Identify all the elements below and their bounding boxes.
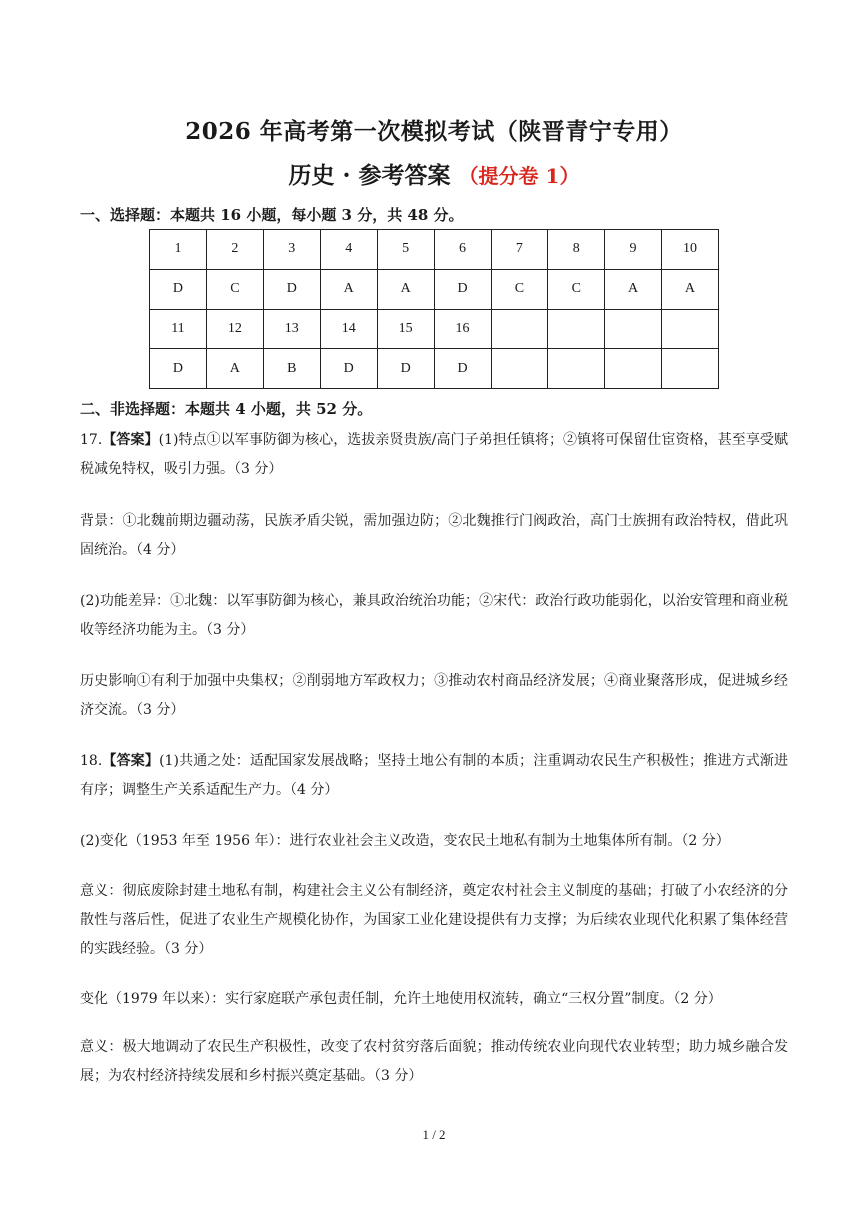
table-row (150, 309, 719, 349)
section-heading-choice: 一、选择题：本题共 16 小题，每小题 3 分，共 48 分。 (80, 206, 464, 224)
table-cell: 12 (206, 309, 263, 349)
answer-paragraph (80, 667, 788, 725)
table-cell: D (434, 349, 491, 389)
question-number: 18. (80, 753, 103, 769)
table-cell: 2 (206, 230, 263, 270)
table-cell (548, 349, 605, 389)
table-cell: C (548, 269, 605, 309)
table-cell: 16 (434, 309, 491, 349)
answer-table (149, 229, 719, 389)
answer-text: (2)功能差异：①北魏：以军事防御为核心，兼具政治统治功能；②宋代：政治行政功能弱化，以治安管理和商业税收等经济功能为主。（3 分） (80, 593, 788, 638)
subtitle-text: 历史 · 参考答案 (288, 162, 451, 189)
table-row (150, 349, 719, 389)
answer-paragraph (80, 507, 788, 565)
table-cell: D (150, 349, 207, 389)
page-subtitle (0, 157, 868, 190)
table-cell: D (150, 269, 207, 309)
table-cell: 9 (605, 230, 662, 270)
table-cell (605, 349, 662, 389)
table-cell: D (263, 269, 320, 309)
answer-text: 意义：极大地调动了农民生产积极性，改变了农村贫穷落后面貌；推动传统农业向现代农业转型；助力城乡融合发展；为农村经济持续发展和乡村振兴奠定基础。（3 分） (80, 1039, 788, 1084)
table-cell: 5 (377, 230, 434, 270)
table-cell: 13 (263, 309, 320, 349)
table-cell: 3 (263, 230, 320, 270)
table-cell: D (320, 349, 377, 389)
table-cell: D (434, 269, 491, 309)
answer-paragraph (80, 587, 788, 645)
answer-text: (1)特点①以军事防御为核心，选拔亲贤贵族/高门子弟担任镇将；②镇将可保留仕宦资格，甚至享受赋税减免特权，吸引力强。（3 分） (80, 432, 789, 477)
table-cell (605, 309, 662, 349)
table-cell (491, 309, 548, 349)
answer-tag: 【答案】 (102, 753, 160, 769)
table-cell: 8 (548, 230, 605, 270)
answer-paragraph (80, 747, 788, 805)
table-row (150, 269, 719, 309)
table-cell: A (377, 269, 434, 309)
answer-paragraph (80, 827, 788, 856)
table-cell: 7 (491, 230, 548, 270)
table-cell: A (661, 269, 718, 309)
answer-tag: 【答案】 (102, 432, 159, 448)
answer-paragraph (80, 877, 788, 964)
answer-paragraph (80, 985, 788, 1014)
answer-text: 历史影响①有利于加强中央集权；②削弱地方军政权力；③推动农村商品经济发展；④商业聚落形成，促进城乡经济交流。（3 分） (80, 673, 788, 718)
answer-text: 变化（1979 年以来）：实行家庭联产承包责任制，允许土地使用权流转，确立“三权分置”制度。（2 分） (80, 991, 722, 1007)
table-cell: A (206, 349, 263, 389)
page-number: 1 / 2 (422, 1127, 446, 1142)
answer-text: 背景：①北魏前期边疆动荡，民族矛盾尖锐，需加强边防；②北魏推行门阀政治，高门士族拥有政治特权，借此巩固统治。（4 分） (80, 513, 788, 558)
table-cell: 15 (377, 309, 434, 349)
answer-paragraph (80, 1033, 788, 1091)
table-cell (661, 309, 718, 349)
page-title: 2026 年高考第一次模拟考试（陕晋青宁专用） (185, 118, 683, 145)
table-cell: A (605, 269, 662, 309)
table-cell: 1 (150, 230, 207, 270)
table-cell: 10 (661, 230, 718, 270)
table-cell: 14 (320, 309, 377, 349)
table-cell: 6 (434, 230, 491, 270)
table-row (150, 230, 719, 270)
section-heading-nonchoice: 二、非选择题：本题共 4 小题，共 52 分。 (80, 400, 373, 418)
table-cell: 4 (320, 230, 377, 270)
table-cell: B (263, 349, 320, 389)
table-cell (661, 349, 718, 389)
question-number: 17. (80, 432, 103, 448)
table-cell: C (206, 269, 263, 309)
table-cell: 11 (150, 309, 207, 349)
table-cell: D (377, 349, 434, 389)
answer-text: (2)变化（1953 年至 1956 年）：进行农业社会主义改造，变农民土地私有制为土地集体所有制。（2 分） (80, 833, 730, 849)
table-cell (491, 349, 548, 389)
table-cell: C (491, 269, 548, 309)
subtitle-tag: （提分卷 1） (458, 164, 580, 188)
table-cell: A (320, 269, 377, 309)
table-cell (548, 309, 605, 349)
answer-text: (1)共通之处：适配国家发展战略；坚持土地公有制的本质；注重调动农民生产积极性；推进方式渐进有序；调整生产关系适配生产力。（4 分） (80, 753, 788, 798)
answer-paragraph (80, 426, 788, 484)
answer-text: 意义：彻底废除封建土地私有制，构建社会主义公有制经济，奠定农村社会主义制度的基础；打破了小农经济的分散性与落后性，促进了农业生产规模化协作，为国家工业化建设提供有力支撑；为后续农业现代化积累了集体经营的实践经验。（3 分） (80, 883, 788, 957)
